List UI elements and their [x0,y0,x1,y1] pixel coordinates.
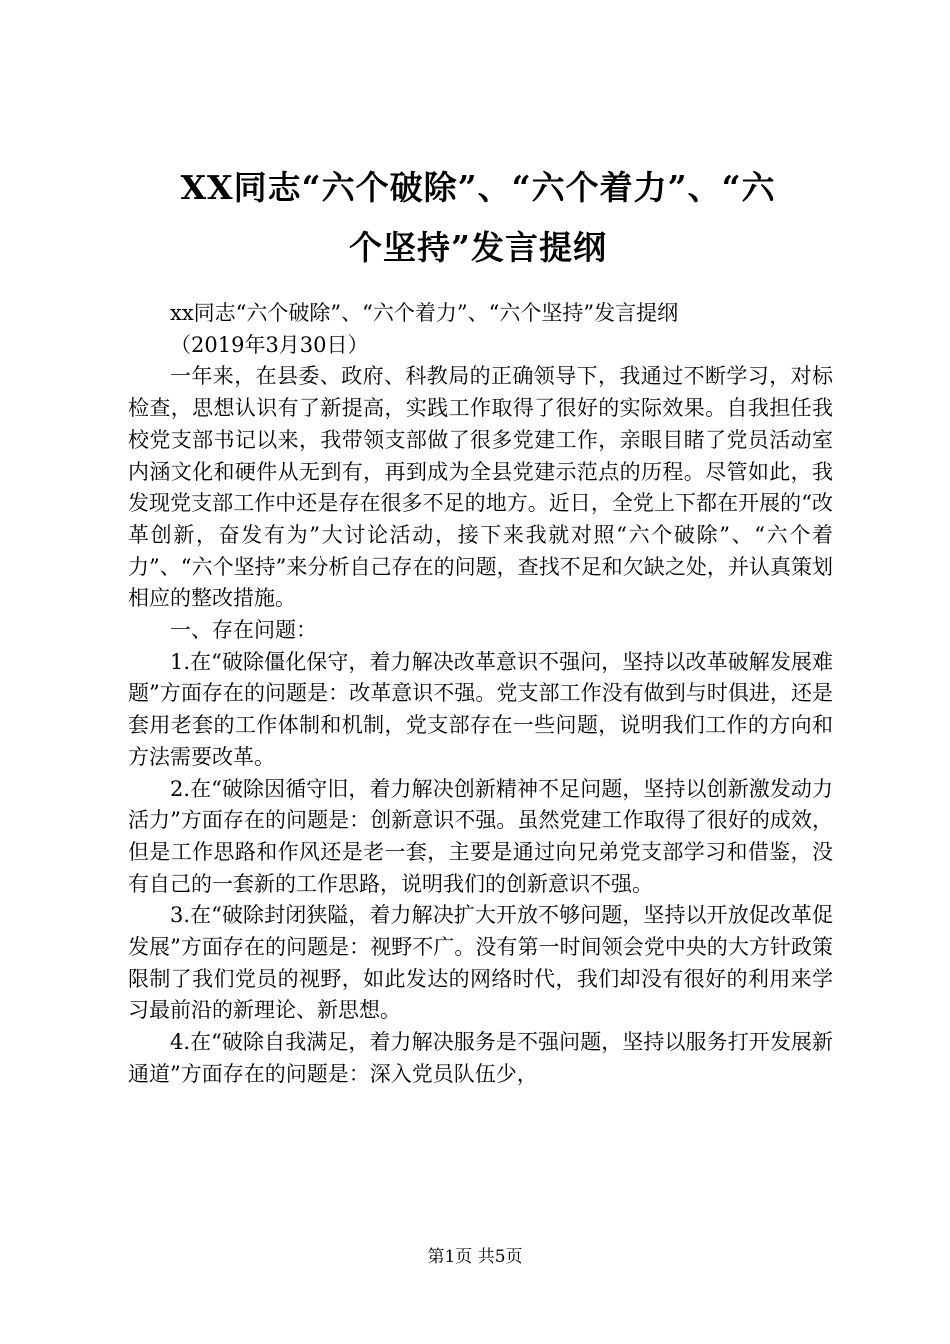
intro-paragraph: 一年来，在县委、政府、科教局的正确领导下，我通过不断学习，对标检查，思想认识有了新提高，实践工作取得了很好的实际效果。自我担任我校党支部书记以来，我带领支部做了很多党建工作，亲眼目睹了党员活动室内涵文化和硬件从无到有，再到成为全县党建示范点的历程。尽管如此，我发现党支部工作中还是存在很多不足的地方。近日，全党上下都在开展的“改革创新，奋发有为”大讨论活动，接下来我就对照“六个破除”、“六个着力”、“六个坚持”来分析自己存在的问题，查找不足和欠缺之处，并认真策划相应的整改措施。 [128,364,833,611]
title-line-2: 个坚持”发言提纲 [349,228,607,267]
item-2-paragraph: 2.在“破除因循守旧，着力解决创新精神不足问题，坚持以创新激发动力活力”方面存在的问题是：创新意识不强。虽然党建工作取得了很好的成效，但是工作思路和作风还是老一套，主要是通过向兄弟党支部学习和借鉴，没有自己的一套新的工作思路，说明我们的创新意识不强。 [128,776,833,896]
date-paragraph: （2019年3月30日） [170,332,369,357]
document-body [128,298,833,1091]
subtitle-paragraph: xx同志“六个破除”、“六个着力”、“六个坚持”发言提纲 [170,301,679,325]
section-heading: 一、存在问题： [170,618,317,643]
item-4-paragraph: 4.在“破除自我满足，着力解决服务是不强问题，坚持以服务打开发展新通道”方面存在的问题是：深入党员队伍少， [128,1030,833,1086]
title-line-1: XX同志“六个破除”、“六个着力”、“六 [180,168,776,207]
page-footer: 第1页 共5页 [427,1247,523,1267]
item-3-paragraph: 3.在“破除封闭狭隘，着力解决扩大开放不够问题，坚持以开放促改革促发展”方面存在的问题是：视野不广。没有第一时间领会党中央的大方针政策限制了我们党员的视野，如此发达的网络时代，我们却没有很好的利用来学习最前沿的新理论、新思想。 [128,903,833,1023]
item-1-paragraph: 1.在“破除僵化保守，着力解决改革意识不强问，坚持以改革破解发展难题”方面存在的问题是：改革意识不强。党支部工作没有做到与时俱进，还是套用老套的工作体制和机制，党支部存在一些问题，说明我们工作的方向和方法需要改革。 [128,649,833,769]
document-title [128,158,828,278]
